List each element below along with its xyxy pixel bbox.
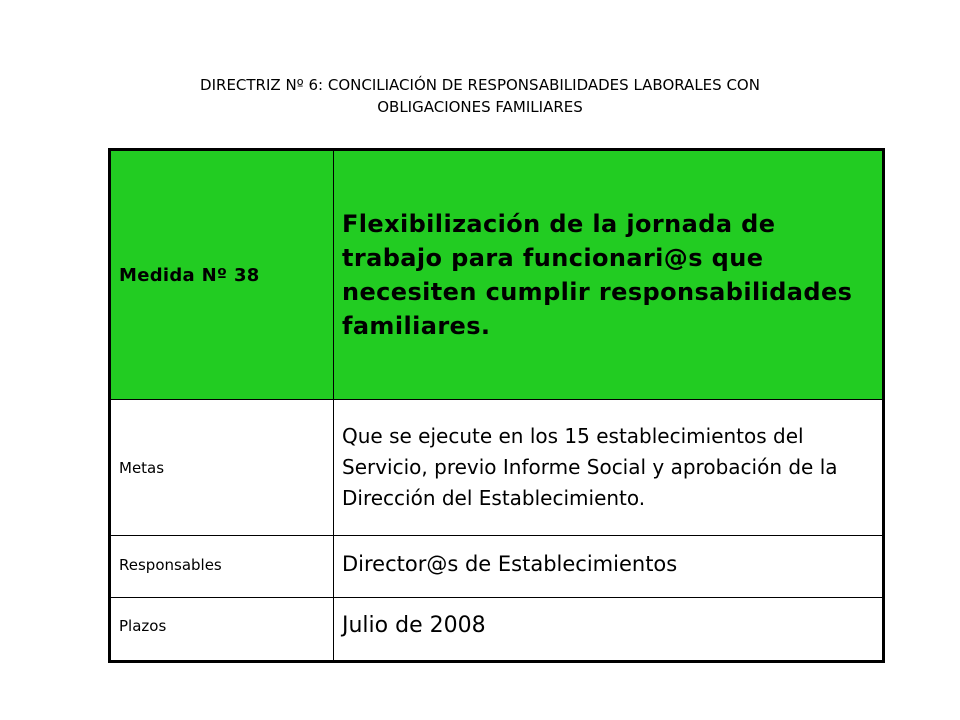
metas-label-cell xyxy=(110,400,334,536)
document-title-line-1: DIRECTRIZ Nº 6: CONCILIACIÓN DE RESPONSABILIDADES LABORALES CON xyxy=(200,76,760,94)
table-row-responsables xyxy=(110,536,884,598)
table-row-metas xyxy=(110,400,884,536)
responsables-value: Director@s de Establecimientos xyxy=(342,551,678,576)
document-title xyxy=(80,74,880,118)
table-row-plazos xyxy=(110,598,884,662)
plazos-label: Plazos xyxy=(119,617,167,635)
measure-table xyxy=(108,148,885,663)
responsables-value-cell xyxy=(334,536,884,598)
plazos-value-cell xyxy=(334,598,884,662)
table-row-medida xyxy=(110,150,884,400)
plazos-label-cell xyxy=(110,598,334,662)
metas-value-cell xyxy=(334,400,884,536)
plazos-value: Julio de 2008 xyxy=(342,612,486,638)
responsables-label: Responsables xyxy=(119,555,222,574)
document-title-line-2: OBLIGACIONES FAMILIARES xyxy=(377,98,583,116)
medida-label-cell xyxy=(110,150,334,400)
metas-label: Metas xyxy=(119,458,165,477)
metas-value: Que se ejecute en los 15 establecimientos del Servicio, previo Informe Social y aprobación de la Dirección del Establecimiento. xyxy=(342,424,838,510)
medida-value: Flexibilización de la jornada de trabajo para funcionari@s que necesiten cumplir responsabilidades familiares. xyxy=(342,210,853,340)
medida-label: Medida Nº 38 xyxy=(119,264,260,286)
medida-value-cell xyxy=(334,150,884,400)
responsables-label-cell xyxy=(110,536,334,598)
